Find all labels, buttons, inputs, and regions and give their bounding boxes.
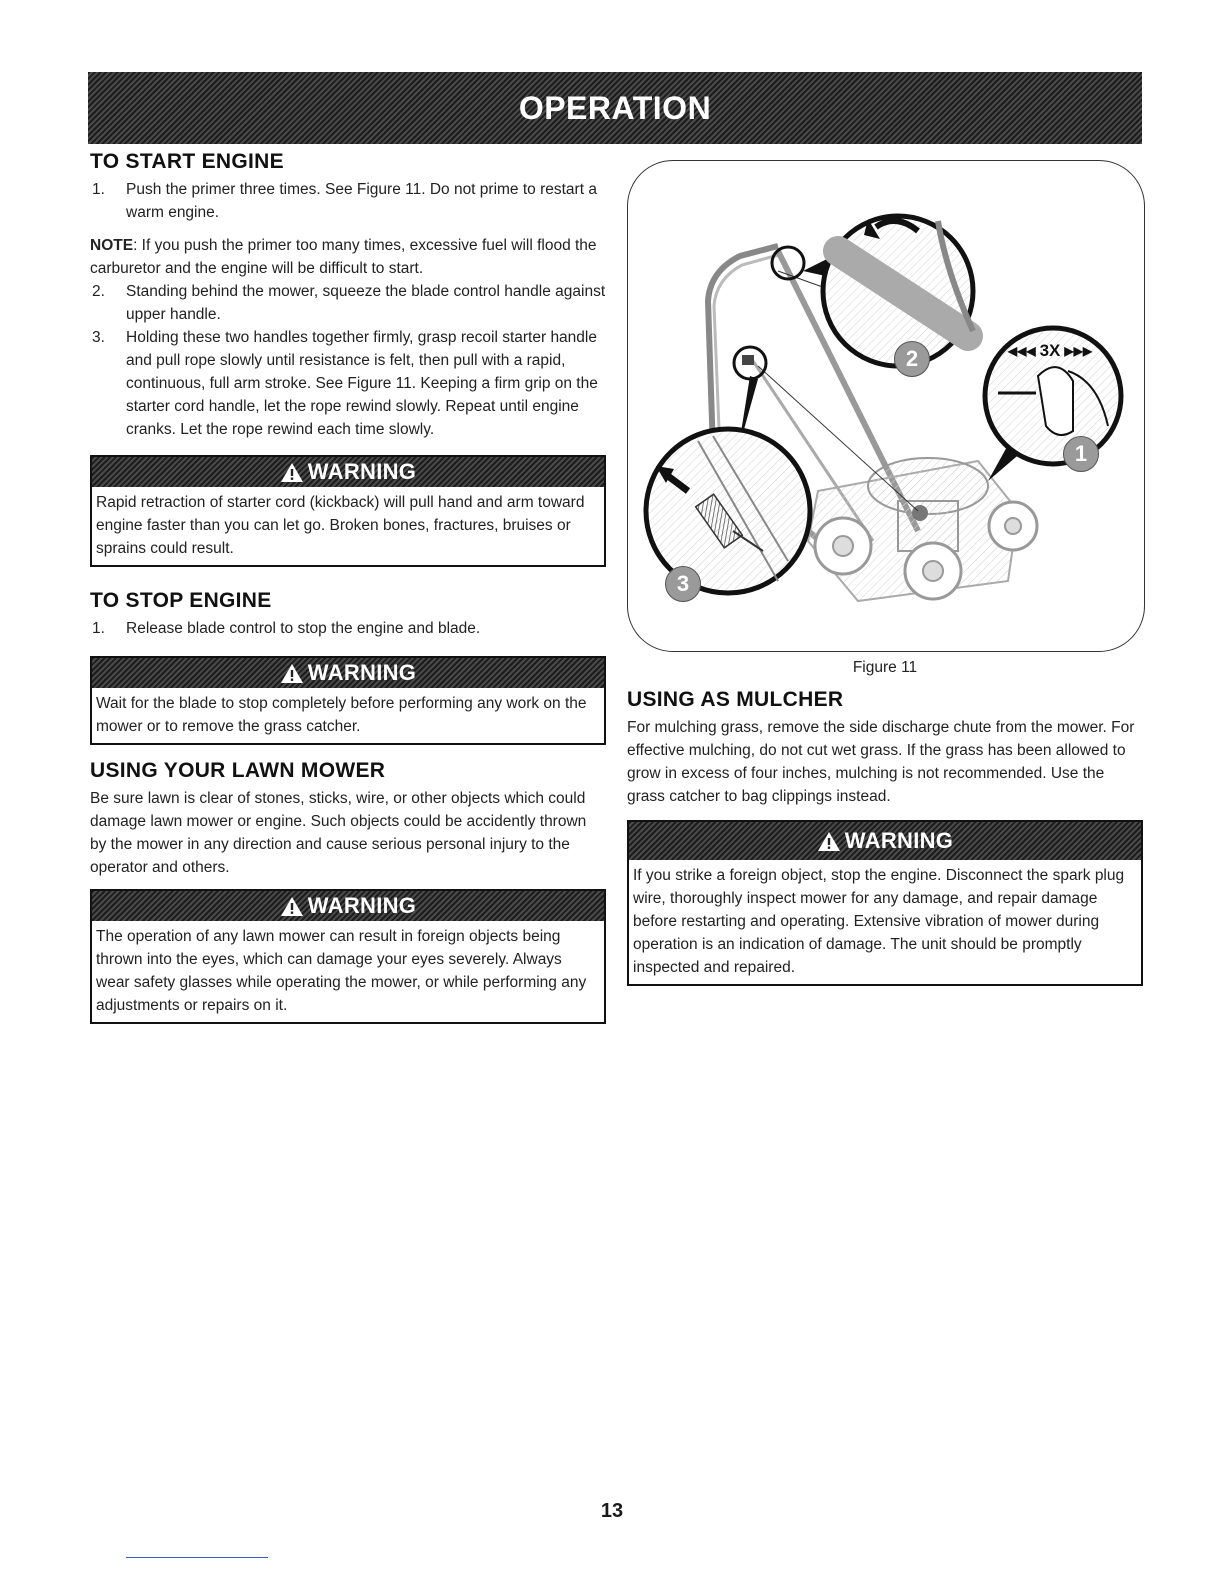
primer-right-arrows-icon: ▶▶▶ <box>1064 344 1093 358</box>
start-engine-heading: TO START ENGINE <box>90 150 284 173</box>
warning-triangle-icon <box>280 663 304 684</box>
note-paragraph <box>90 234 606 280</box>
note-text: : If you push the primer too many times, excessive fuel will flood the carburetor and the engine will be difficult to start. <box>90 237 597 277</box>
warning-triangle-icon <box>280 462 304 483</box>
stop-engine-steps <box>90 617 606 640</box>
left-column <box>90 150 606 1024</box>
lawn-mower-heading: USING YOUR LAWN MOWER <box>90 759 386 782</box>
list-item <box>90 178 606 224</box>
stop-engine-heading: TO STOP ENGINE <box>90 589 272 612</box>
step-text: Push the primer three times. See Figure 11. Do not prime to restart a warm engine. <box>126 181 597 221</box>
step-text: Release blade control to stop the engine and blade. <box>126 620 481 637</box>
right-column <box>627 688 1143 986</box>
callout-3: 3 <box>665 566 701 602</box>
warning-header <box>92 455 604 487</box>
primer-count: 3X <box>1039 341 1061 360</box>
warning-box-kickback <box>90 455 606 567</box>
list-item <box>90 326 606 441</box>
warning-box-blade <box>90 656 606 745</box>
warning-triangle-icon <box>817 831 841 852</box>
warning-header <box>92 656 604 688</box>
note-label: NOTE <box>90 237 134 254</box>
list-item <box>90 617 606 640</box>
lawn-mower-text: Be sure lawn is clear of stones, sticks, wire, or other objects which could damage lawn mower or engine. Such objects could be accidently thrown by the mower in any direction and cause serious personal injury to the operator and others. <box>90 790 587 876</box>
warning-triangle-icon <box>280 896 304 917</box>
footer-rule <box>126 1557 268 1558</box>
figure-11-frame <box>627 160 1145 652</box>
step-number: 1. <box>92 620 105 637</box>
warning-text: Wait for the blade to stop completely before performing any work on the mower or to remove the grass catcher. <box>96 695 587 735</box>
step-text: Standing behind the mower, squeeze the blade control handle against upper handle. <box>126 283 606 323</box>
warning-text: The operation of any lawn mower can result in foreign objects being thrown into the eyes, which can damage your eyes severely. Always wear safety glasses while operating the mower, or while performing any adjustments or repairs on it. <box>96 928 587 1014</box>
callout-2: 2 <box>894 341 930 377</box>
list-item <box>90 280 606 326</box>
warning-title: WARNING <box>307 893 417 918</box>
warning-title: WARNING <box>307 660 417 685</box>
figure-caption: Figure 11 <box>852 659 918 676</box>
callout-1: 1 <box>1063 436 1099 472</box>
warning-title: WARNING <box>844 828 954 853</box>
mulcher-text: For mulching grass, remove the side discharge chute from the mower. For effective mulching, do not cut wet grass. If the grass has been allowed to grow in excess of four inches, mulching is not recommended. Use the grass catcher to bag clippings instead. <box>627 719 1135 805</box>
step-number: 3. <box>92 329 105 346</box>
primer-left-arrows-icon: ◀◀◀ <box>1007 344 1036 358</box>
start-engine-steps <box>90 178 606 224</box>
warning-header <box>92 889 604 921</box>
step-number: 2. <box>92 283 105 300</box>
mulcher-heading: USING AS MULCHER <box>627 688 844 711</box>
warning-text: If you strike a foreign object, stop the engine. Disconnect the spark plug wire, thoroughly inspect mower for any damage, and repair damage before restarting and operating. Extensive vibration of mower during operation is an indication of damage. The unit should be promptly inspected and repaired. <box>633 867 1125 976</box>
step-number: 1. <box>92 181 105 198</box>
page-title: OPERATION <box>518 89 712 126</box>
page-number: 13 <box>600 1500 624 1522</box>
operation-banner <box>88 72 1142 144</box>
lawn-mower-illustration <box>628 161 1144 651</box>
primer-3x-label <box>985 341 1115 361</box>
warning-box-eyes <box>90 889 606 1024</box>
warning-title: WARNING <box>307 459 417 484</box>
warning-header <box>629 820 1141 860</box>
start-engine-steps-continued <box>90 280 606 441</box>
warning-text: Rapid retraction of starter cord (kickback) will pull hand and arm toward engine faster than you can let go. Broken bones, fractures, bruises or sprains could result. <box>96 494 585 557</box>
step-text: Holding these two handles together firmly, grasp recoil starter handle and pull rope slowly until resistance is felt, then pull with a rapid, continuous, full arm stroke. See Figure 11. Keeping a firm grip on the starter cord handle, let the rope rewind slowly. Repeat until engine cranks. Let the rope rewind each time slowly. <box>126 329 598 438</box>
warning-box-foreign-object <box>627 820 1143 986</box>
